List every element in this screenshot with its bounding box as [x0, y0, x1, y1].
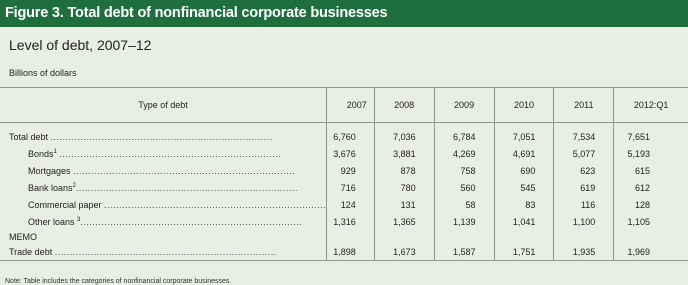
table-subtitle: Level of debt, 2007–12	[9, 37, 152, 53]
figure-title: Figure 3. Total debt of nonfinancial corporate businesses	[0, 0, 688, 27]
row-label: Bank loans$^2$..........................................................................	[0, 179, 327, 196]
table-cell: 545	[494, 179, 554, 196]
table-cell: 1,100	[554, 213, 614, 230]
table-cell: 1,935	[554, 243, 614, 261]
table-notes: Note: Table includes the categories of nonfinancial corporate businesses.	[5, 278, 232, 285]
row-label: Mortgages ..........................................................................	[0, 162, 327, 179]
table-row	[0, 243, 688, 261]
table-cell: 7,651	[627, 131, 650, 142]
table-cell: 6,760	[327, 128, 375, 145]
table-cell: 716	[327, 179, 375, 196]
table-cell: 5,077	[554, 145, 614, 162]
table-cell: 690	[494, 162, 554, 179]
column-header-2011: 2011	[554, 88, 614, 123]
row-label: Trade debt ..........................................................................	[0, 243, 327, 261]
table-row	[0, 145, 688, 162]
debt-table	[0, 87, 688, 261]
table-cell: 1,751	[494, 243, 554, 261]
table-cell: 560	[434, 179, 494, 196]
table-cell: 1,139	[434, 213, 494, 230]
table-row	[0, 162, 688, 179]
table-cell: 1,898	[327, 243, 375, 261]
table-cell: 7,036	[374, 128, 434, 145]
table-cell: 131	[374, 196, 434, 213]
row-label: Commercial paper ..........................................................................	[0, 196, 327, 213]
table-cell: 615	[634, 165, 650, 176]
table-cell: 1,316	[327, 213, 375, 230]
table-cell: 612	[634, 182, 650, 193]
table-cell: 780	[374, 179, 434, 196]
table-cell: 4,269	[434, 145, 494, 162]
footnote-marker: 2	[72, 182, 76, 189]
table-cell: 7,051	[494, 128, 554, 145]
header-row	[0, 88, 688, 123]
memo-row	[0, 230, 688, 243]
units-label: Billions of dollars	[9, 68, 77, 78]
table-row	[0, 128, 688, 145]
table-cell: 1,587	[434, 243, 494, 261]
table-cell: 124	[327, 196, 375, 213]
row-label: Total debt ..........................................................................	[0, 128, 327, 145]
table-cell: 5,193	[627, 148, 650, 159]
table-cell: 58	[434, 196, 494, 213]
column-header-2010: 2010	[494, 88, 554, 123]
table-cell: 4,691	[494, 145, 554, 162]
table-cell: 758	[434, 162, 494, 179]
row-label: Other loans $^3$..........................................................................	[0, 213, 327, 230]
table-cell: 83	[494, 196, 554, 213]
table-cell: 1,365	[374, 213, 434, 230]
table-cell: 3,676	[327, 145, 375, 162]
memo-label: MEMO	[0, 230, 327, 243]
column-header-2008: 2008	[374, 88, 434, 123]
table-cell: 1,041	[494, 213, 554, 230]
table-cell: 7,534	[554, 128, 614, 145]
table-cell: 1,105	[627, 216, 650, 227]
table-row	[0, 196, 688, 213]
footnote-marker: 1	[53, 148, 57, 155]
column-header-type: Type of debt	[0, 88, 327, 123]
column-header-2012q1: 2012:Q1	[614, 88, 688, 123]
table-row	[0, 213, 688, 230]
column-header-2007: 2007	[327, 88, 375, 123]
column-header-2009: 2009	[434, 88, 494, 123]
footnote-marker: 3	[77, 216, 81, 223]
table-cell: 619	[554, 179, 614, 196]
table-cell: 128	[634, 199, 650, 210]
row-label: Bonds$^1$ ..........................................................................	[0, 145, 327, 162]
table-cell: 878	[374, 162, 434, 179]
table-cell: 623	[554, 162, 614, 179]
table-cell: 3,881	[374, 145, 434, 162]
table-cell: 116	[554, 196, 614, 213]
table-cell: 6,784	[434, 128, 494, 145]
table-cell: 1,969	[614, 243, 688, 261]
table-cell: 929	[327, 162, 375, 179]
table-cell: 1,673	[374, 243, 434, 261]
table-row	[0, 179, 688, 196]
